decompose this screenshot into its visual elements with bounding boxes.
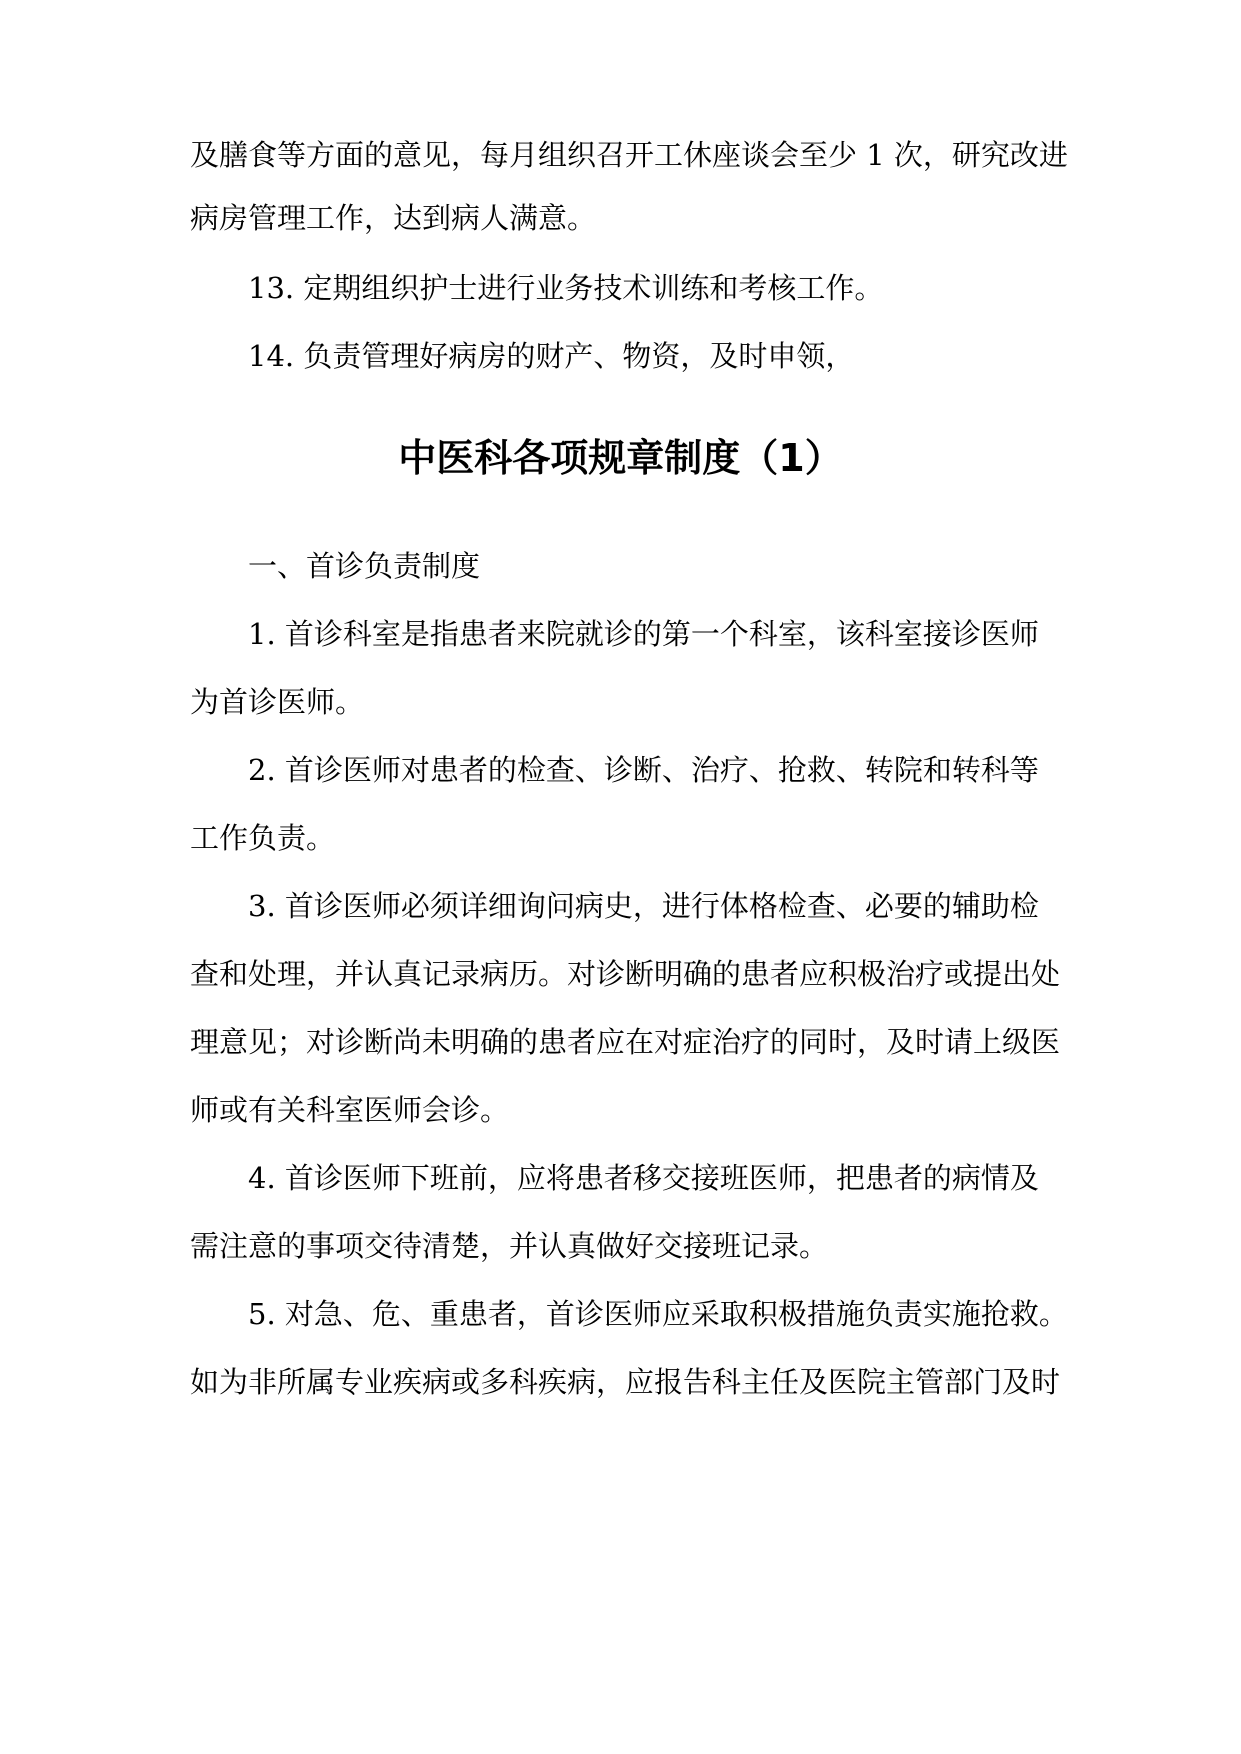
rule-line: 查和处理，并认真记录病历。对诊断明确的患者应积极治疗或提出处 bbox=[190, 957, 1061, 991]
rule-line: 4. 首诊医师下班前，应将患者移交接班医师，把患者的病情及 bbox=[248, 1161, 1039, 1195]
rule-line: 为首诊医师。 bbox=[190, 685, 365, 719]
rule-line: 工作负责。 bbox=[190, 821, 336, 855]
list-item: 14. 负责管理好病房的财产、物资，及时申领， bbox=[248, 339, 855, 373]
rule-line: 2. 首诊医师对患者的检查、诊断、治疗、抢救、转院和转科等 bbox=[248, 753, 1039, 787]
list-item: 13. 定期组织护士进行业务技术训练和考核工作。 bbox=[248, 271, 884, 305]
body-text-line: 及膳食等方面的意见，每月组织召开工休座谈会至少 1 次，研究改进 bbox=[190, 138, 1068, 172]
rule-line: 需注意的事项交待清楚，并认真做好交接班记录。 bbox=[190, 1229, 829, 1263]
rule-line: 如为非所属专业疾病或多科疾病，应报告科主任及医院主管部门及时 bbox=[190, 1365, 1061, 1399]
rule-line: 1. 首诊科室是指患者来院就诊的第一个科室，该科室接诊医师 bbox=[248, 617, 1039, 651]
body-text-line: 病房管理工作，达到病人满意。 bbox=[190, 201, 597, 235]
rule-line: 理意见；对诊断尚未明确的患者应在对症治疗的同时，及时请上级医 bbox=[190, 1025, 1061, 1059]
rule-line: 3. 首诊医师必须详细询问病史，进行体格检查、必要的辅助检 bbox=[248, 889, 1039, 923]
page-title: 中医科各项规章制度（1） bbox=[398, 436, 843, 480]
rule-line: 5. 对急、危、重患者，首诊医师应采取积极措施负责实施抢救。 bbox=[248, 1297, 1068, 1331]
rule-line: 师或有关科室医师会诊。 bbox=[190, 1093, 510, 1127]
section-heading: 一、首诊负责制度 bbox=[248, 549, 481, 583]
